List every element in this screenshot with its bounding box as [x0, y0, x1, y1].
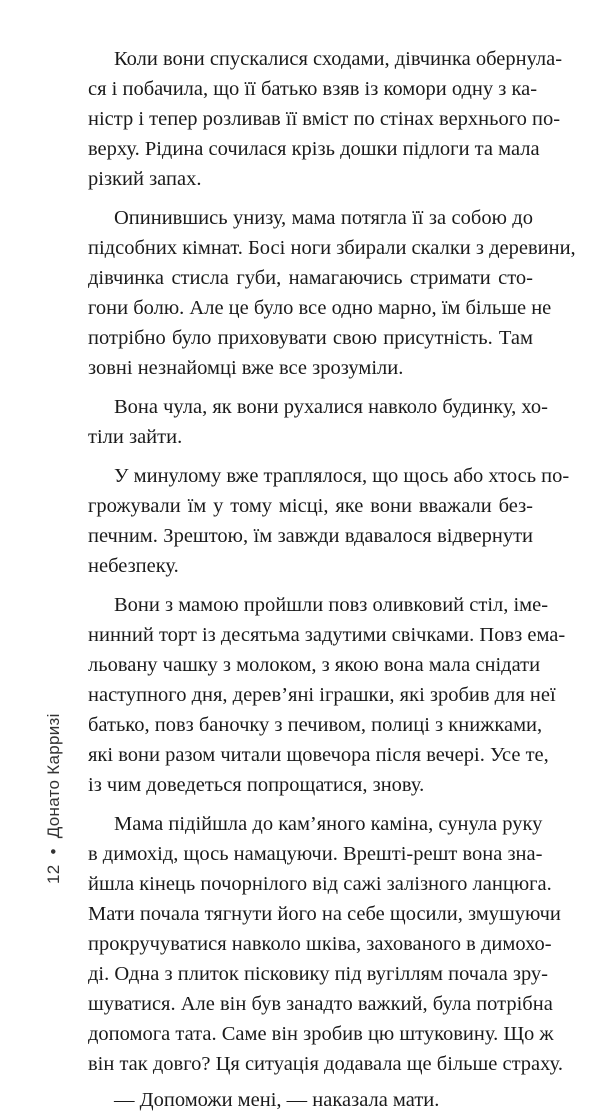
- text-line: — Допоможи мені, — наказала мати.: [114, 1089, 440, 1111]
- text-line: ністр і тепер розливав її вміст по стінах верхнього по-: [88, 108, 561, 130]
- text-line: прокручуватися навколо шківа, захованого в димохо-: [88, 933, 552, 955]
- text-line: У минулому вже траплялося, що щось або хтось по-: [114, 465, 570, 487]
- paragraph-7: [88, 1085, 533, 1115]
- page-number: 12: [44, 864, 63, 884]
- running-footer: [44, 713, 64, 884]
- author-name: Донато Карризі: [44, 713, 63, 839]
- text-line: печним. Зрештою, їм завжди вдавалося відвернути: [88, 525, 533, 547]
- paragraph-1: [88, 44, 563, 194]
- text-line: підсобних кімнат. Босі ноги збирали скалки з деревини,: [88, 237, 576, 259]
- text-line: верху. Рідина сочилася крізь дошки підлоги та мала: [88, 138, 540, 160]
- text-line: в димохід, щось намацуючи. Врешті-решт вона зна-: [88, 843, 543, 865]
- text-line: допомога тата. Саме він зробив цю штуковину. Що ж: [88, 1023, 554, 1045]
- paragraph-3: [88, 392, 548, 452]
- text-line: наступного дня, дерев’яні іграшки, які зробив для неї: [88, 684, 556, 706]
- text-line: він так довго? Ця ситуація додавала ще більше страху.: [88, 1053, 563, 1075]
- text-line: небезпеку.: [88, 555, 179, 577]
- paragraph-2: [88, 203, 576, 383]
- footer-separator: •: [44, 848, 63, 855]
- paragraph-6: [88, 809, 563, 1079]
- text-line: ся і побачила, що її батько взяв із комори одну з ка-: [88, 78, 538, 100]
- text-line: потрібно було приховувати свою присутність. Там: [88, 327, 533, 349]
- text-line: Вони з мамою пройшли повз оливковий стіл, іме-: [114, 594, 549, 616]
- text-line: нинний торт із десятьма задутими свічками. Повз ема-: [88, 624, 566, 646]
- text-line: Коли вони спускалися сходами, дівчинка обернула-: [114, 48, 563, 70]
- text-line: Мама підійшла до кам’яного каміна, сунула руку: [114, 813, 543, 835]
- text-line: Вона чула, як вони рухалися навколо будинку, хо-: [114, 396, 548, 418]
- text-line: різкий запах.: [88, 168, 202, 190]
- text-line: батько, повз баночку з печивом, полиці з книжками,: [88, 714, 543, 736]
- text-line: йшла кінець почорнілого від сажі залізного ланцюга.: [88, 873, 552, 895]
- paragraph-5: [88, 590, 566, 800]
- page-body: [88, 44, 576, 1115]
- text-line: грожували їм у тому місці, яке вони вважали без-: [88, 495, 533, 517]
- text-line: Опинившись унизу, мама потягла її за собою до: [114, 207, 533, 229]
- text-line: дівчинка стисла губи, намагаючись стримати сто-: [88, 267, 533, 289]
- text-line: льовану чашку з молоком, з якою вона мала снідати: [88, 654, 541, 676]
- text-line: із чим доведеться попрощатися, знову.: [88, 774, 425, 796]
- text-line: тіли зайти.: [88, 426, 183, 448]
- text-line: шуватися. Але він був занадто важкий, була потрібна: [88, 993, 553, 1015]
- text-line: ді. Одна з плиток пісковику під вугіллям почала зру-: [88, 963, 549, 985]
- paragraph-4: [88, 461, 570, 581]
- text-line: зовні незнайомці вже все зрозуміли.: [88, 357, 404, 379]
- text-line: Мати почала тягнути його на себе щосили, змушуючи: [88, 903, 561, 925]
- text-line: які вони разом читали щовечора після вечері. Усе те,: [88, 744, 549, 766]
- text-line: гони болю. Але це було все одно марно, їм більше не: [88, 297, 552, 319]
